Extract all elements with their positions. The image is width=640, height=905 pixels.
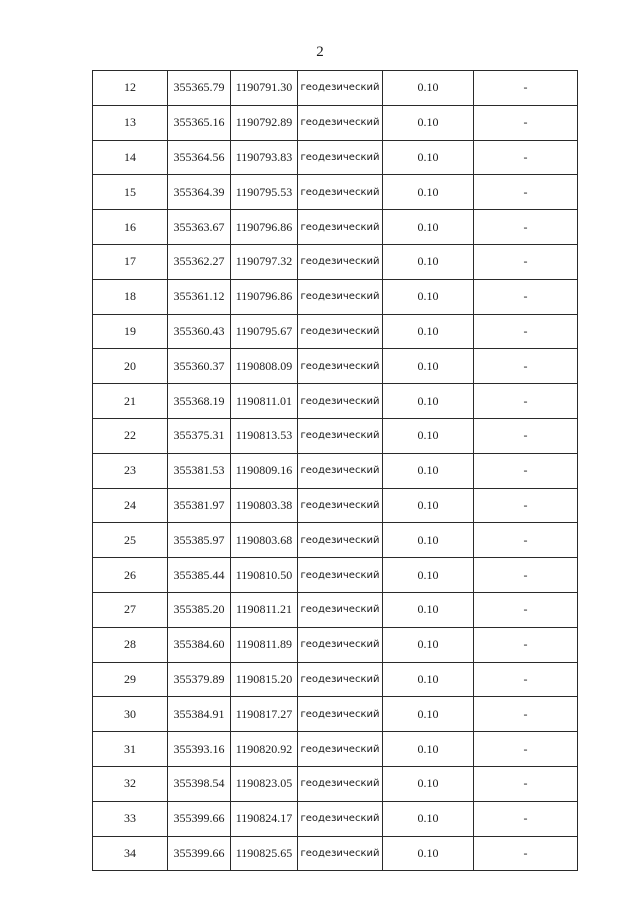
coordinate-x-cell: 355360.43: [168, 314, 231, 349]
method-cell: геодезический: [298, 140, 383, 175]
accuracy-cell: 0.10: [383, 766, 474, 801]
note-cell: -: [474, 105, 578, 140]
accuracy-cell: 0.10: [383, 453, 474, 488]
table-row: [93, 384, 578, 419]
coordinate-x-cell: 355362.27: [168, 244, 231, 279]
point-number-cell: 25: [93, 523, 168, 558]
coordinate-x-cell: 355399.66: [168, 836, 231, 871]
point-number-cell: 30: [93, 697, 168, 732]
coordinate-x-cell: 355365.79: [168, 71, 231, 106]
table-row: [93, 140, 578, 175]
accuracy-cell: 0.10: [383, 244, 474, 279]
table-row: [93, 314, 578, 349]
method-cell: геодезический: [298, 71, 383, 106]
coordinate-y-cell: 1190803.38: [231, 488, 298, 523]
coordinate-y-cell: 1190824.17: [231, 801, 298, 836]
method-cell: геодезический: [298, 836, 383, 871]
coordinate-x-cell: 355393.16: [168, 732, 231, 767]
note-cell: -: [474, 523, 578, 558]
table-row: [93, 418, 578, 453]
point-number-cell: 13: [93, 105, 168, 140]
method-cell: геодезический: [298, 418, 383, 453]
coordinate-y-cell: 1190825.65: [231, 836, 298, 871]
point-number-cell: 26: [93, 558, 168, 593]
coordinate-x-cell: 355384.60: [168, 627, 231, 662]
point-number-cell: 12: [93, 71, 168, 106]
table-row: [93, 523, 578, 558]
coordinate-y-cell: 1190796.86: [231, 210, 298, 245]
accuracy-cell: 0.10: [383, 592, 474, 627]
point-number-cell: 32: [93, 766, 168, 801]
point-number-cell: 28: [93, 627, 168, 662]
note-cell: -: [474, 836, 578, 871]
point-number-cell: 21: [93, 384, 168, 419]
accuracy-cell: 0.10: [383, 105, 474, 140]
accuracy-cell: 0.10: [383, 175, 474, 210]
table-row: [93, 488, 578, 523]
method-cell: геодезический: [298, 105, 383, 140]
coordinate-x-cell: 355381.97: [168, 488, 231, 523]
method-cell: геодезический: [298, 801, 383, 836]
coordinate-y-cell: 1190811.01: [231, 384, 298, 419]
coordinate-y-cell: 1190808.09: [231, 349, 298, 384]
coordinate-x-cell: 355384.91: [168, 697, 231, 732]
table-row: [93, 279, 578, 314]
point-number-cell: 18: [93, 279, 168, 314]
coordinate-x-cell: 355363.67: [168, 210, 231, 245]
note-cell: -: [474, 627, 578, 662]
method-cell: геодезический: [298, 384, 383, 419]
coordinate-y-cell: 1190813.53: [231, 418, 298, 453]
note-cell: -: [474, 279, 578, 314]
point-number-cell: 20: [93, 349, 168, 384]
point-number-cell: 24: [93, 488, 168, 523]
point-number-cell: 33: [93, 801, 168, 836]
coordinates-table: [92, 70, 578, 871]
accuracy-cell: 0.10: [383, 801, 474, 836]
note-cell: -: [474, 349, 578, 384]
accuracy-cell: 0.10: [383, 418, 474, 453]
note-cell: -: [474, 453, 578, 488]
accuracy-cell: 0.10: [383, 697, 474, 732]
table-row: [93, 627, 578, 662]
table-row: [93, 697, 578, 732]
point-number-cell: 27: [93, 592, 168, 627]
table-row: [93, 592, 578, 627]
coordinate-y-cell: 1190796.86: [231, 279, 298, 314]
table-row: [93, 71, 578, 106]
table-row: [93, 558, 578, 593]
method-cell: геодезический: [298, 592, 383, 627]
table-row: [93, 175, 578, 210]
accuracy-cell: 0.10: [383, 140, 474, 175]
accuracy-cell: 0.10: [383, 523, 474, 558]
accuracy-cell: 0.10: [383, 662, 474, 697]
note-cell: -: [474, 314, 578, 349]
point-number-cell: 14: [93, 140, 168, 175]
method-cell: геодезический: [298, 349, 383, 384]
note-cell: -: [474, 384, 578, 419]
point-number-cell: 19: [93, 314, 168, 349]
coordinate-y-cell: 1190795.67: [231, 314, 298, 349]
point-number-cell: 34: [93, 836, 168, 871]
accuracy-cell: 0.10: [383, 210, 474, 245]
table-row: [93, 836, 578, 871]
accuracy-cell: 0.10: [383, 384, 474, 419]
point-number-cell: 22: [93, 418, 168, 453]
coordinate-y-cell: 1190791.30: [231, 71, 298, 106]
coordinates-table-body: [93, 71, 578, 871]
accuracy-cell: 0.10: [383, 349, 474, 384]
method-cell: геодезический: [298, 314, 383, 349]
coordinate-x-cell: 355385.97: [168, 523, 231, 558]
coordinate-y-cell: 1190793.83: [231, 140, 298, 175]
accuracy-cell: 0.10: [383, 314, 474, 349]
method-cell: геодезический: [298, 627, 383, 662]
point-number-cell: 15: [93, 175, 168, 210]
coordinate-x-cell: 355360.37: [168, 349, 231, 384]
note-cell: -: [474, 418, 578, 453]
coordinate-y-cell: 1190797.32: [231, 244, 298, 279]
point-number-cell: 16: [93, 210, 168, 245]
note-cell: -: [474, 71, 578, 106]
note-cell: -: [474, 801, 578, 836]
table-row: [93, 732, 578, 767]
accuracy-cell: 0.10: [383, 488, 474, 523]
method-cell: геодезический: [298, 279, 383, 314]
accuracy-cell: 0.10: [383, 558, 474, 593]
note-cell: -: [474, 210, 578, 245]
coordinate-x-cell: 355368.19: [168, 384, 231, 419]
coordinate-x-cell: 355364.39: [168, 175, 231, 210]
method-cell: геодезический: [298, 453, 383, 488]
coordinate-y-cell: 1190815.20: [231, 662, 298, 697]
method-cell: геодезический: [298, 523, 383, 558]
coordinate-y-cell: 1190820.92: [231, 732, 298, 767]
accuracy-cell: 0.10: [383, 836, 474, 871]
method-cell: геодезический: [298, 488, 383, 523]
method-cell: геодезический: [298, 558, 383, 593]
method-cell: геодезический: [298, 244, 383, 279]
note-cell: -: [474, 662, 578, 697]
point-number-cell: 17: [93, 244, 168, 279]
coordinate-y-cell: 1190811.21: [231, 592, 298, 627]
coordinate-x-cell: 355398.54: [168, 766, 231, 801]
method-cell: геодезический: [298, 175, 383, 210]
accuracy-cell: 0.10: [383, 279, 474, 314]
table-row: [93, 349, 578, 384]
coordinate-y-cell: 1190817.27: [231, 697, 298, 732]
method-cell: геодезический: [298, 662, 383, 697]
note-cell: -: [474, 558, 578, 593]
coordinate-x-cell: 355399.66: [168, 801, 231, 836]
table-row: [93, 662, 578, 697]
note-cell: -: [474, 732, 578, 767]
table-row: [93, 244, 578, 279]
accuracy-cell: 0.10: [383, 627, 474, 662]
method-cell: геодезический: [298, 732, 383, 767]
note-cell: -: [474, 140, 578, 175]
coordinate-x-cell: 355365.16: [168, 105, 231, 140]
accuracy-cell: 0.10: [383, 732, 474, 767]
note-cell: -: [474, 175, 578, 210]
coordinate-x-cell: 355375.31: [168, 418, 231, 453]
coordinate-y-cell: 1190823.05: [231, 766, 298, 801]
coordinate-y-cell: 1190811.89: [231, 627, 298, 662]
page-number: 2: [316, 44, 324, 60]
note-cell: -: [474, 697, 578, 732]
note-cell: -: [474, 766, 578, 801]
accuracy-cell: 0.10: [383, 71, 474, 106]
method-cell: геодезический: [298, 210, 383, 245]
point-number-cell: 23: [93, 453, 168, 488]
coordinate-y-cell: 1190795.53: [231, 175, 298, 210]
table-row: [93, 105, 578, 140]
coordinate-x-cell: 355385.44: [168, 558, 231, 593]
coordinate-x-cell: 355364.56: [168, 140, 231, 175]
note-cell: -: [474, 592, 578, 627]
coordinate-y-cell: 1190809.16: [231, 453, 298, 488]
method-cell: геодезический: [298, 766, 383, 801]
coordinate-y-cell: 1190803.68: [231, 523, 298, 558]
table-row: [93, 453, 578, 488]
coordinate-x-cell: 355385.20: [168, 592, 231, 627]
coordinate-y-cell: 1190792.89: [231, 105, 298, 140]
note-cell: -: [474, 244, 578, 279]
note-cell: -: [474, 488, 578, 523]
point-number-cell: 31: [93, 732, 168, 767]
table-row: [93, 210, 578, 245]
coordinate-x-cell: 355379.89: [168, 662, 231, 697]
coordinate-x-cell: 355381.53: [168, 453, 231, 488]
coordinate-x-cell: 355361.12: [168, 279, 231, 314]
method-cell: геодезический: [298, 697, 383, 732]
point-number-cell: 29: [93, 662, 168, 697]
table-row: [93, 801, 578, 836]
coordinate-y-cell: 1190810.50: [231, 558, 298, 593]
table-row: [93, 766, 578, 801]
